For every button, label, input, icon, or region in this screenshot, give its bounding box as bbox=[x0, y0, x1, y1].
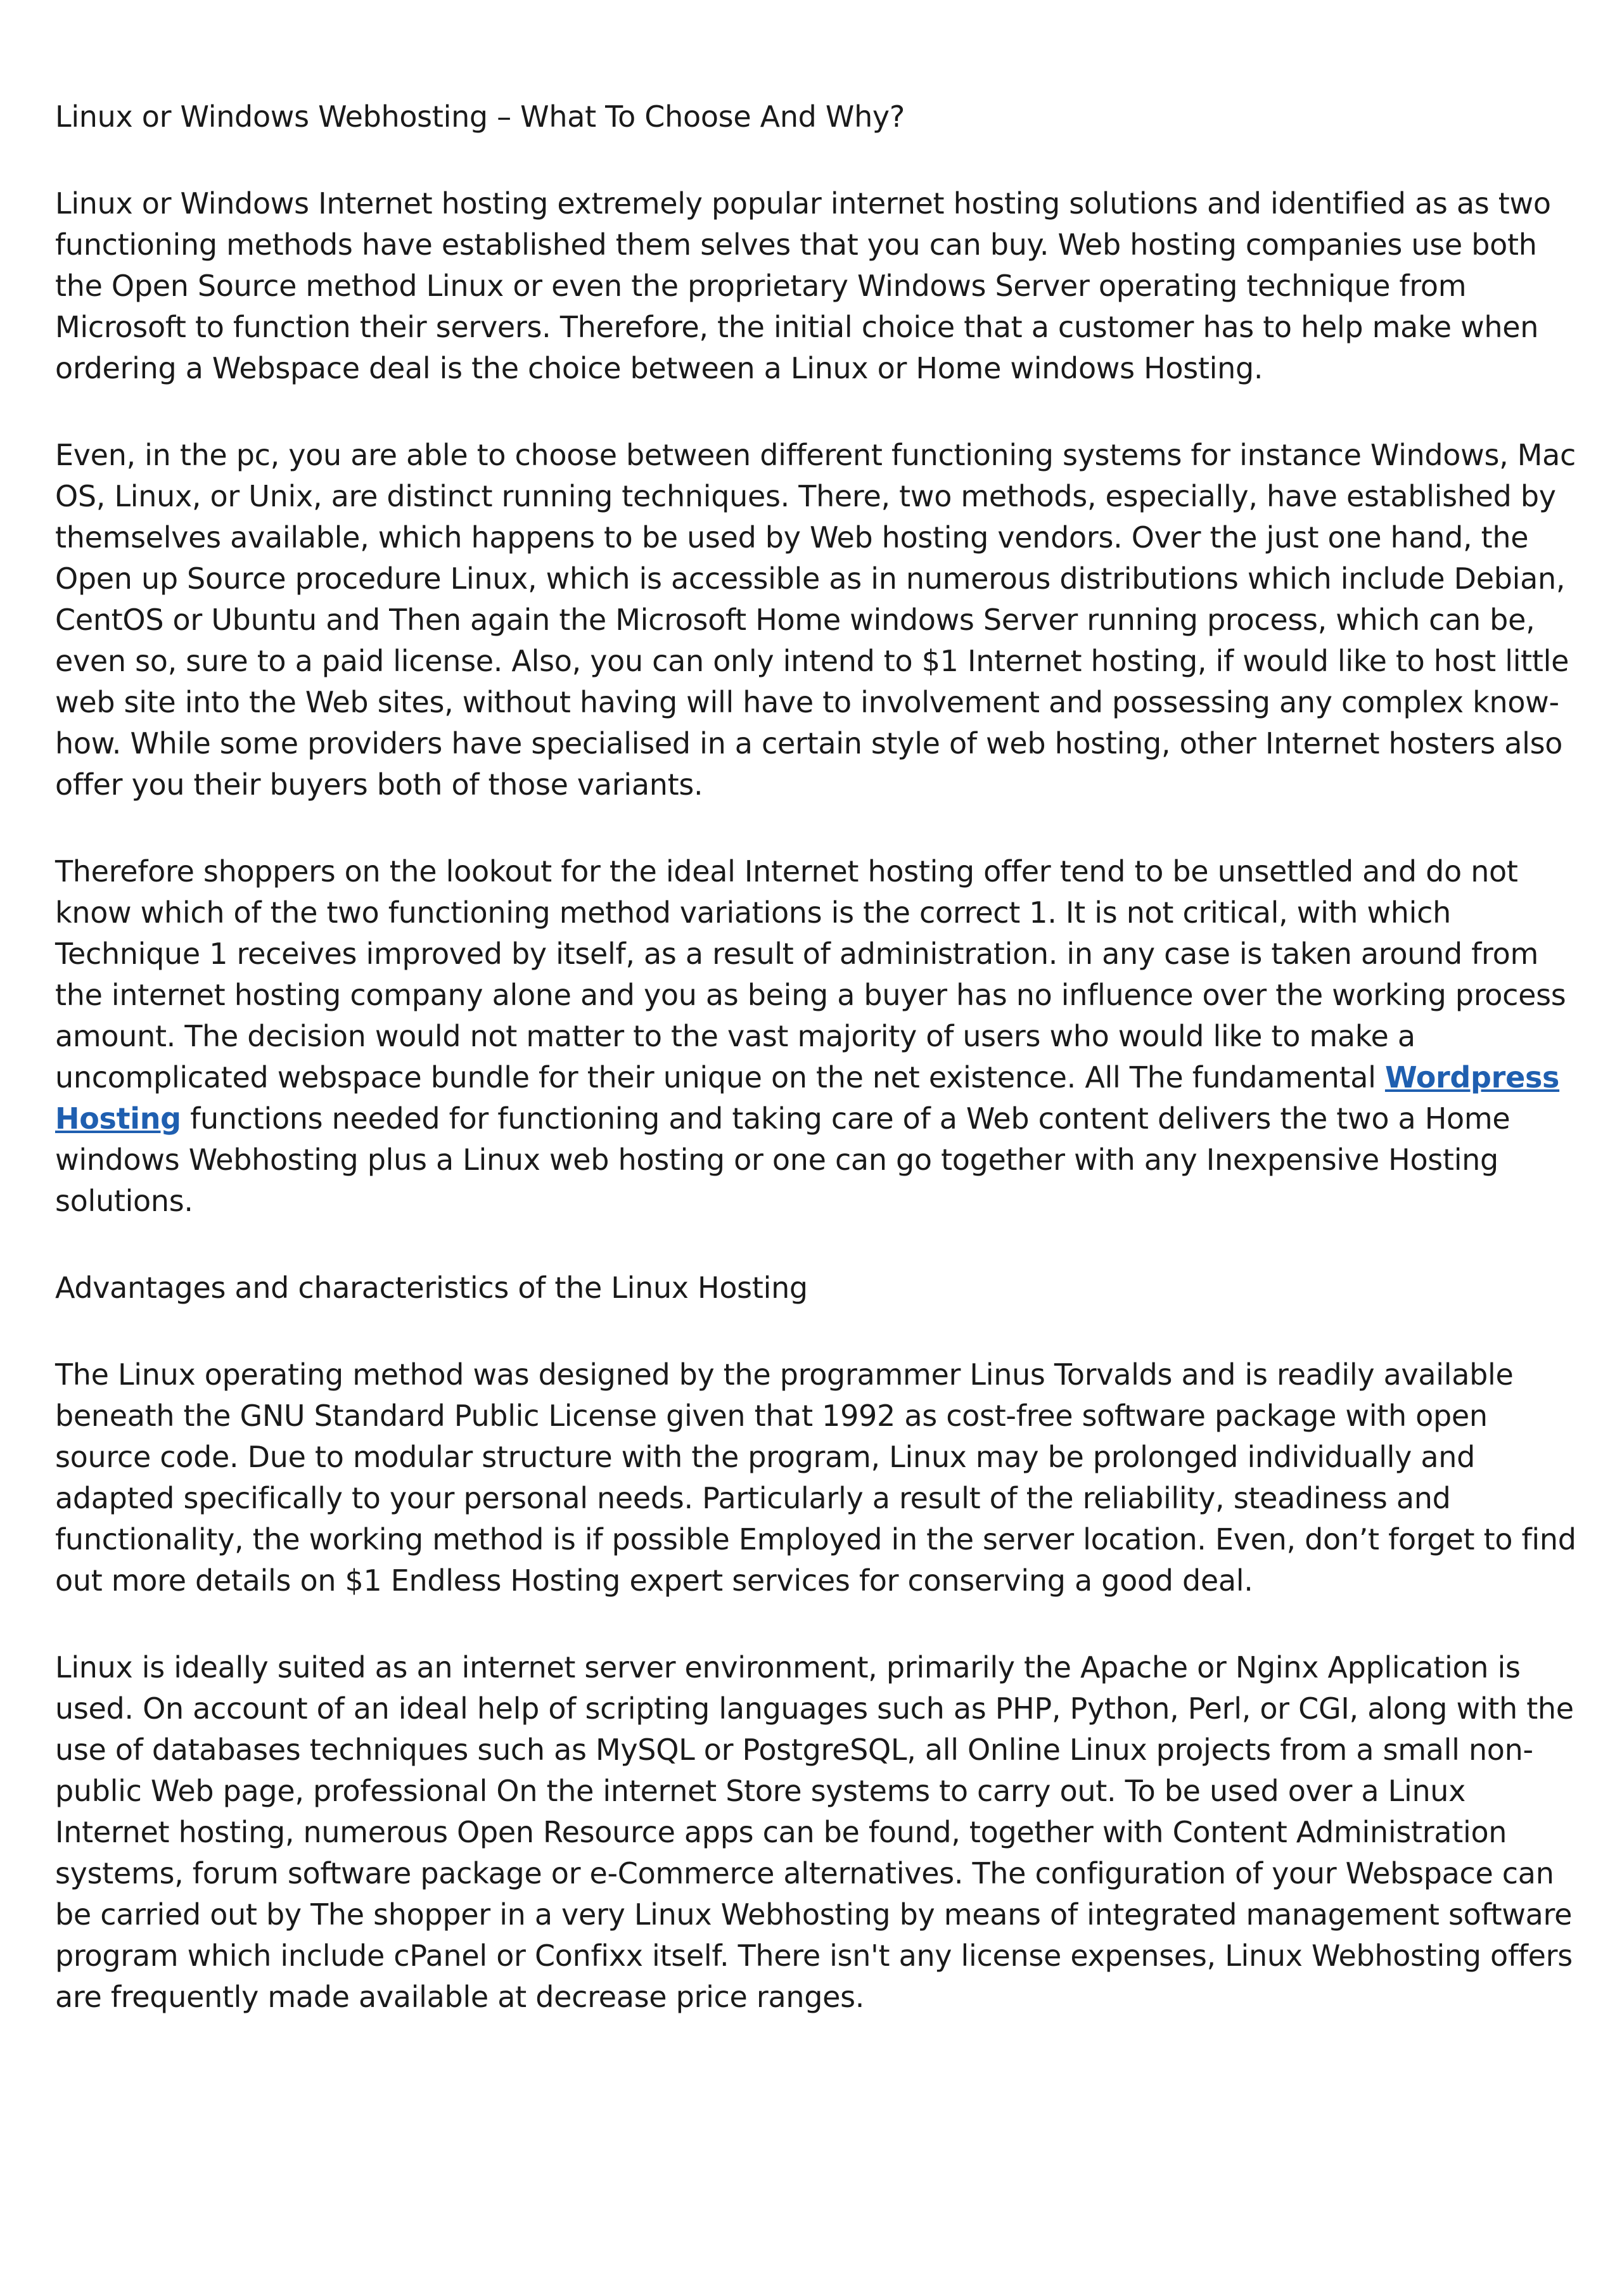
paragraph-operating-systems: Even, in the pc, you are able to choose between different functioning systems for instance Windows, Mac OS, Linux, or Unix, are distinct running techniques. There, two methods, especially, have established by themselves available, which happens to be used by Web hosting vendors. Over the just one hand, the Open up Source procedure Linux, which is accessible as in numerous distributions which include Debian, CentOS or Ubuntu and Then again the Microsoft Home windows Server running process, which can be, even so, sure to a paid license. Also, you can only intend to $1 Internet hosting, if would like to host little web site into the Web sites, without having will have to involvement and possessing any complex know-how. While some providers have specialised in a certain style of web hosting, other Internet hosters also offer you their buyers both of those variants. bbox=[55, 438, 1576, 802]
document-title: Linux or Windows Webhosting – What To Choose And Why? bbox=[55, 99, 905, 134]
paragraph-intro: Linux or Windows Internet hosting extremely popular internet hosting solutions and identified as as two functioning methods have established them selves that you can buy. Web hosting companies use both the Open Source method Linux or even the proprietary Windows Server operating technique from Microsoft to function their servers. Therefore, the initial choice that a customer has to help make when ordering a Webspace deal is the choice between a Linux or Home windows Hosting. bbox=[55, 186, 1551, 385]
paragraph-linux-server: Linux is ideally suited as an internet server environment, primarily the Apache or Nginx Application is used. On account of an ideal help of scripting languages such as PHP, Python, Perl, or CGI, along with the use of databases techniques such as MySQL or PostgreSQL, all Online Linux projects from a small non-public Web page, professional On the internet Store systems to carry out. To be used over a Linux Internet hosting, numerous Open Resource apps can be found, together with Content Administration systems, forum software package or e-Commerce alternatives. The configuration of your Webspace can be carried out by The shopper in a very Linux Webhosting by means of integrated management software program which include cPanel or Confixx itself. There isn't any license expenses, Linux Webhosting offers are frequently made available at decrease price ranges. bbox=[55, 1650, 1574, 2014]
document-body bbox=[55, 96, 1588, 2063]
paragraph-choosing-text-before: Therefore shoppers on the lookout for the ideal Internet hosting offer tend to be unsettled and do not know which of the two functioning method variations is the correct 1. It is not critical, with which Technique 1 receives improved by itself, as a result of administration. in any case is taken around from the internet hosting company alone and you as being a buyer has no influence over the working process amount. The decision would not matter to the vast majority of users who would like to make a uncomplicated webspace bundle for their unique on the net existence. All The fundamental bbox=[55, 854, 1566, 1094]
section-heading-linux-advantages: Advantages and characteristics of the Linux Hosting bbox=[55, 1271, 808, 1305]
paragraph-linux-history: The Linux operating method was designed by the programmer Linus Torvalds and is readily available beneath the GNU Standard Public License given that 1992 as cost-free software package with open source code. Due to modular structure with the program, Linux may be prolonged individually and adapted specifically to your personal needs. Particularly a result of the reliability, steadiness and functionality, the working method is if possible Employed in the server location. Even, don’t forget to find out more details on $1 Endless Hosting expert services for conserving a good deal. bbox=[55, 1357, 1576, 1598]
wordpress-hosting-link[interactable]: Wordpress Hosting bbox=[55, 1060, 1560, 1136]
paragraph-choosing bbox=[55, 851, 1588, 1222]
paragraph-choosing-text-after: functions needed for functioning and taking care of a Web content delivers the two a Home windows Webhosting plus a Linux web hosting or one can go together with any Inexpensive Hosting solutions. bbox=[55, 1101, 1510, 1218]
